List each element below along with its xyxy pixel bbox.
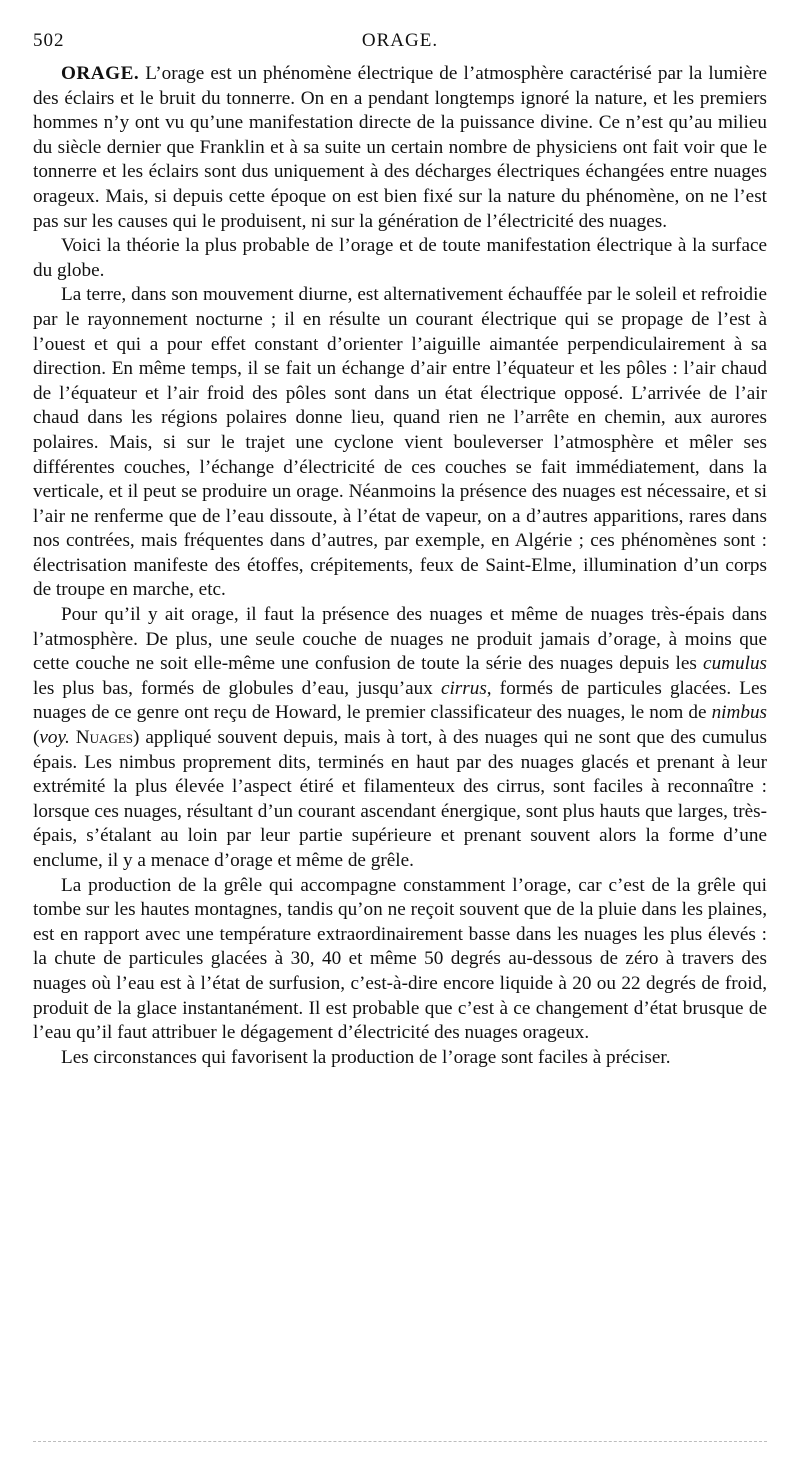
- cross-reference-voy: voy.: [39, 727, 70, 749]
- entry-word: ORAGE.: [61, 63, 140, 84]
- paragraph-1: [33, 62, 767, 234]
- term-nimbus: nimbus: [711, 702, 767, 724]
- paragraph-4-text-b: les plus bas, formés de globules d’eau, jusqu’aux: [33, 677, 441, 699]
- paragraph-6: Les circonstances qui favorisent la production de l’orage sont faciles à préciser.: [61, 1046, 671, 1068]
- paragraph-1-text: L’orage est un phénomène électrique de l’atmosphère caractérisé par la lumière des éclairs et le bruit du tonnerre. On en a pendant longtemps ignoré la nature, et les premiers hommes n’y ont vu qu’une manifestation directe de la puissance divine. Ce n’est qu’au milieu du siècle dernier que Franklin et à sa suite un certain nombre de physiciens ont fait voir que le tonnerre et les éclairs sont dus uniquement à des décharges électriques échangées entre nuages orageux. Mais, si depuis cette époque on est bien fixé sur la nature du phénomène, on ne l’est pas sur les causes qui le produisent, ni sur la génération de l’électricité des nuages.: [33, 63, 768, 232]
- paragraph-5: La production de la grêle qui accompagne constamment l’orage, car c’est de la grêle qui tombe sur les hautes montagnes, tandis qu’on ne reçoit souvent que de la pluie dans les plaines, est en rapport avec une température extraordinairement basse dans les nuages les plus élevés : la chute de particules glacées à 30, 40 et même 50 degrés au-dessous de zéro à travers des nuages où l’eau est à l’état de surfusion, c’est-à-dire encore liquide à 20 ou 22 degrés de froid, produit de la glace instantanément. Il est probable que c’est à ce changement d’état brusque de l’eau qu’il faut attribuer le dégagement d’électricité des nuages orageux.: [33, 874, 767, 1044]
- cross-reference-nuages: Nuages: [75, 727, 133, 749]
- paragraph-4-text-c: , formés de particules glacées. Les nuages de ce genre ont reçu de Howard, le premier classificateur des nuages, le nom de: [33, 677, 767, 724]
- document-page: [33, 30, 767, 1070]
- running-head: [33, 30, 767, 62]
- article-body: [33, 62, 767, 1070]
- paragraph-4-text-d: (: [33, 727, 40, 749]
- paragraph-3: La terre, dans son mouvement diurne, est alternativement échauffée par le soleil et refroidie par le rayonnement nocturne ; il en résulte un courant électrique qui se propage de l’est à l’ouest et qui a pour effet constant d’orienter l’aiguille aimantée perpendiculairement à sa direction. En même temps, il se fait un échange d’air entre l’équateur et les pôles : l’air chaud de l’équateur et l’air froid des pôles sont dans un état électrique opposé. L’arrivée de l’air chaud dans les régions polaires donne lieu, quand rien ne l’arrête en chemin, aux aurores polaires. Mais, si sur le trajet une cyclone vient bouleverser l’atmosphère et mêler ses différentes couches, l’échange d’électricité de ces couches se fait immédiatement, dans la verticale, et il peut se produire un orage. Néanmoins la présence des nuages est nécessaire, et si l’air ne renferme que de l’eau dissoute, à l’état de vapeur, on a d’autres apparitions, rares dans nos contrées, mais fréquentes dans d’autres, par exemple, en Algérie ; ces phénomènes sont : électrisation manifeste des étoffes, crépitements, feux de Saint-Elme, illumination d’un corps de troupe en marche, etc.: [33, 284, 767, 601]
- page-number: 502: [33, 30, 65, 51]
- paragraph-4-text-e: ) appliqué souvent depuis, mais à tort, à des nuages qui ne sont que des cumulus épais. Les nimbus proprement dits, terminés en haut par des nuages glacés et prenant à leur extrémité la plus élevée l’aspect étiré et filamenteux des cirrus, sont faciles à reconnaître : lorsque ces nuages, résultant d’un courant ascendant énergique, sont plus hauts que larges, très-épais, s’étalant au loin par leur partie supérieure et prenant souvent alors la forme d’une enclume, il y a menace d’orage et même de grêle.: [33, 727, 767, 871]
- paragraph-2: Voici la théorie la plus probable de l’orage et de toute manifestation électrique à la surface du globe.: [33, 235, 767, 281]
- term-cumulus: cumulus: [703, 653, 767, 675]
- paragraph-4-text-a: Pour qu’il y ait orage, il faut la présence des nuages et même de nuages très-épais dans l’atmosphère. De plus, une seule couche de nuages ne produit jamais d’orage, à moins que cette couche ne soit elle-même une confusion de toute la série des nuages depuis les: [33, 604, 767, 675]
- header-title: ORAGE.: [361, 30, 439, 51]
- term-cirrus: cirrus: [440, 677, 487, 699]
- bottom-divider: [33, 1441, 767, 1442]
- paragraph-4: [33, 603, 767, 874]
